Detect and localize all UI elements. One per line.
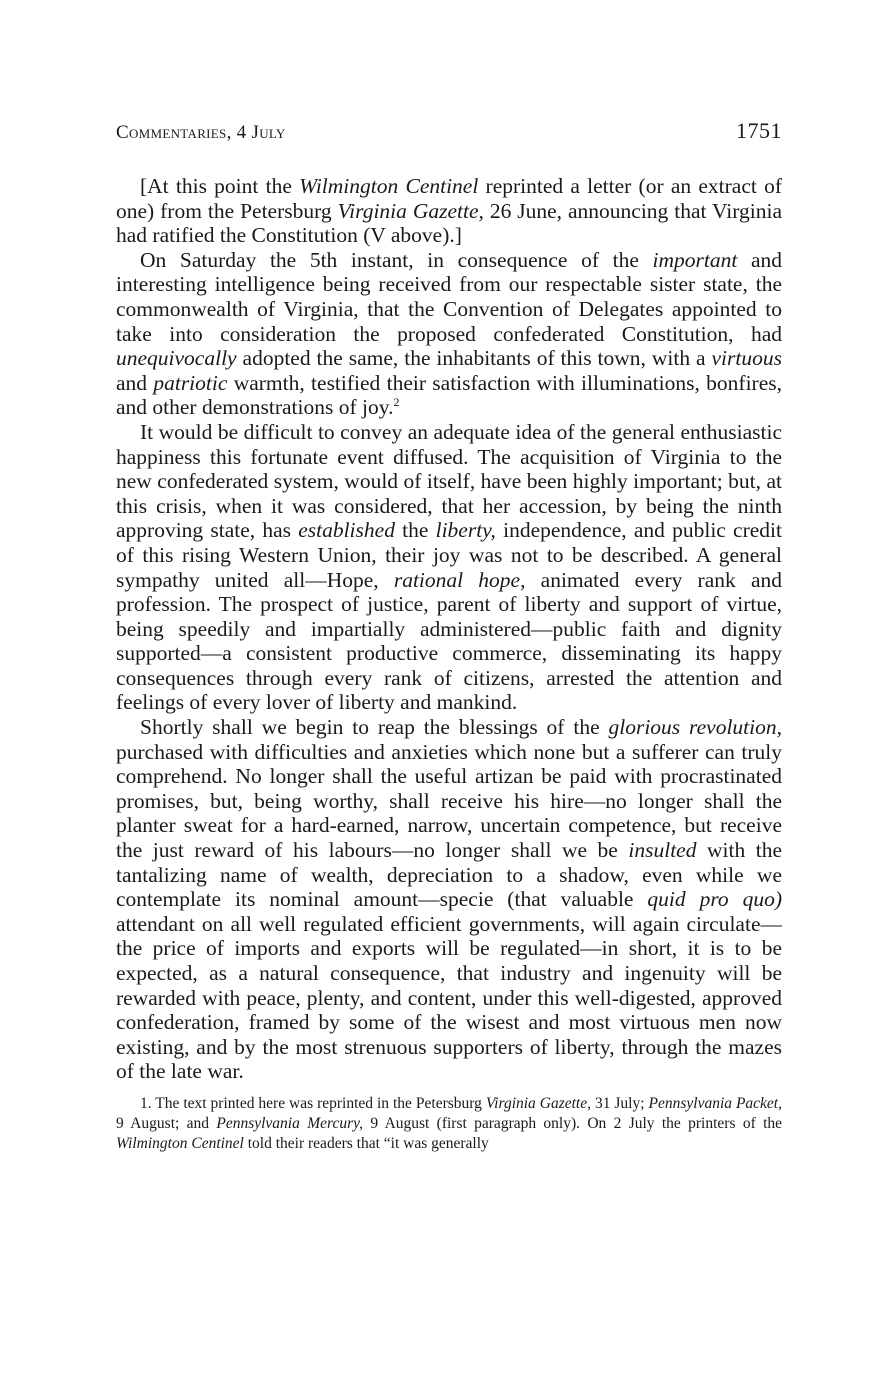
paragraph-blessings: Shortly shall we begin to reap the blessings of the glorious revolution, purchased with difficulties and anxieties which none but a sufferer can truly comprehend. No longer shall the useful artizan be paid with procrastinated promises, but, being worthy, shall receive his hire—no longer shall the planter sweat for a hard-earned, narrow, uncertain competence, but receive the just reward of his labours—no longer shall we be insulted with the tantalizing name of wealth, depreciation to a shadow, even while we contemplate its nominal amount—specie (that valuable quid pro quo) attendant on all well regulated efficient governments, will again circulate—the price of imports and exports will be regulated—in short, it is to be expected, as a natural consequence, that industry and ingenuity will be rewarded with peace, plenty, and content, under this well-digested, approved confederation, framed by some of the wisest and most virtuous men now existing, and by the most strenuous supporters of liberty, through the mazes of the late war.	[116, 715, 783, 1084]
page-number: 1751	[736, 118, 782, 143]
footnote-1: 1. The text printed here was reprinted in the Petersburg Virginia Gazette, 31 July; Pennsylvania Packet, 9 August; and Pennsylvania Mercury, 9 August (first paragraph only). On 2 July the printers of the Wilmington Centinel told their readers that “it was generally	[116, 1094, 783, 1152]
footnote-reference: 2	[393, 395, 400, 410]
running-head	[116, 118, 782, 152]
paragraph-editorial-note: [At this point the Wilmington Centinel reprinted a letter (or an extract of one) from the Petersburg Virginia Gazette, 26 June, announcing that Virginia had ratified the Constitution (V above).]	[116, 174, 783, 248]
running-title: Commentaries, 4 July	[116, 122, 286, 143]
paragraph-enthusiasm: It would be difficult to convey an adequate idea of the general enthusiastic happiness this fortunate event diffused. The acquisition of Virginia to the new confederated system, would of itself, have been highly important; but, at this crisis, when it was considered, that her accession, by being the ninth approving state, has established the liberty, independence, and public credit of this rising Western Union, their joy was not to be described. A general sympathy united all—Hope, rational hope, animated every rank and profession. The prospect of justice, parent of liberty and support of virtue, being speedily and impartially administered—public faith and dignity supported—a consistent productive commerce, disseminating its happy consequences through every rank of citizens, arrested the attention and feelings of every lover of liberty and mankind.	[116, 419, 782, 715]
document-page	[116, 118, 782, 1154]
paragraph-celebration: On Saturday the 5th instant, in consequence of the important and interesting intelligence being received from our respectable sister state, the commonwealth of Virginia, that the Convention of Delegates appointed to take into consideration the proposed confederated Constitution, had unequivocally adopted the same, the inhabitants of this town, with a virtuous and patriotic warmth, testified their satisfaction with illuminations, bonfires, and other demonstrations of joy.$^2$	[116, 247, 782, 420]
